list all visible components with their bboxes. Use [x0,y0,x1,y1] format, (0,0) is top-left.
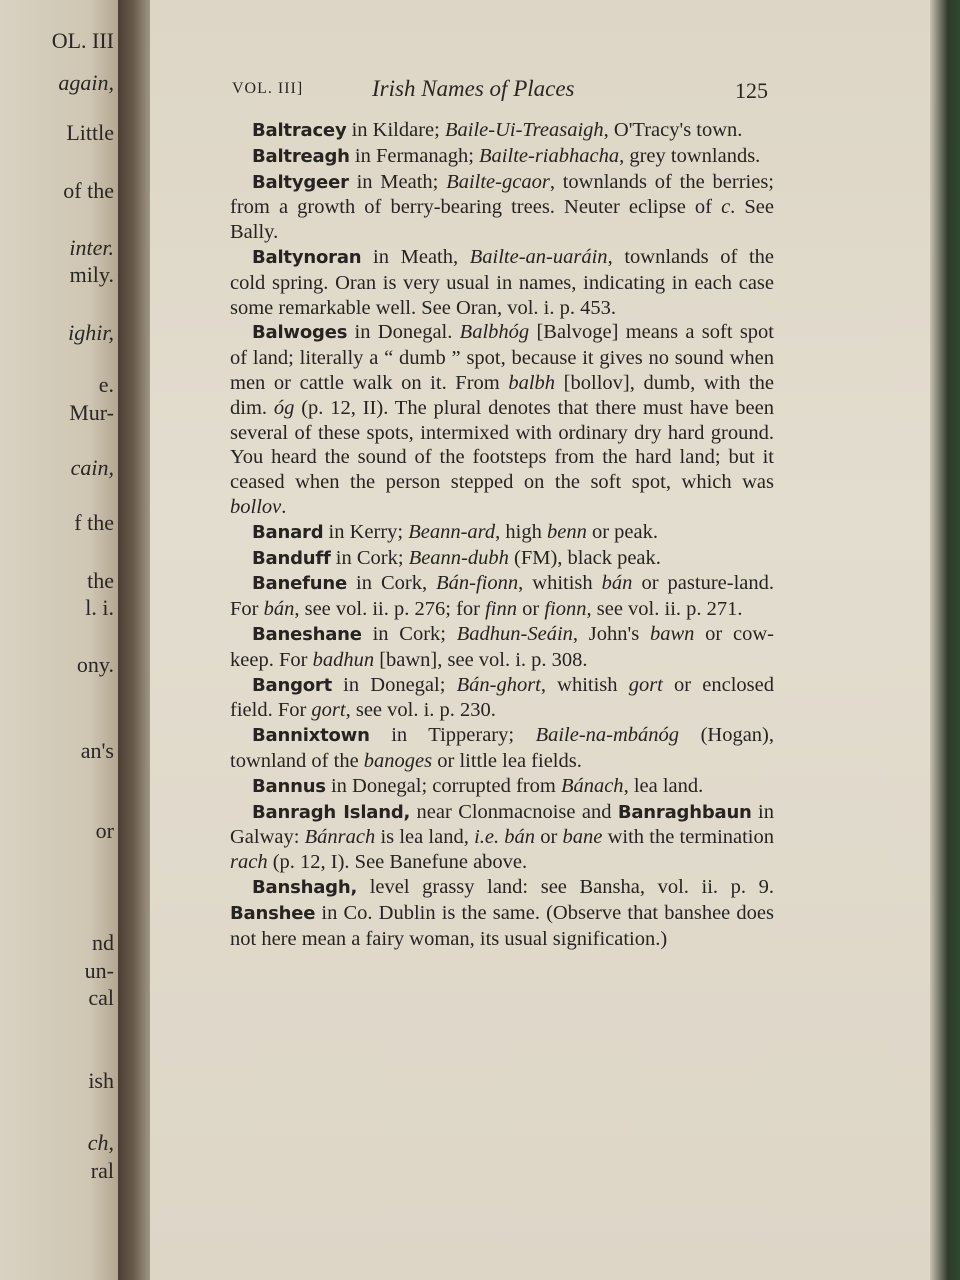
entry-text: , see vol. i. p. 230. [345,699,496,722]
left-page-fragment: f the [74,510,114,535]
entry-text: in Donegal. [347,321,460,344]
left-page-fragment: inter. [69,235,114,260]
entry-headword: Baltynoran [252,246,362,268]
left-page-fragment: Mur- [69,400,114,425]
entry-irish-form: Beann-dubh [408,546,509,569]
entry-text: in Cork; [330,546,409,569]
left-page-fragment: or [95,818,114,843]
entry-text: level grassy land: see Bansha, vol. ii. p. 9. [357,875,774,898]
entry-text: or [517,598,545,621]
left-page-fragment: cal [88,985,114,1010]
entry-irish-form: badhun [312,648,375,671]
entry-headword: Baltreagh [252,145,350,167]
entry-text: near Clonmacnoise and [410,800,618,823]
entry-text: , townlands of the cold spring. Oran is very usual in names, indicating in each case some remarkable well. See Oran, vol. i. p. 453. [230,245,774,319]
entry-text: (p. 12, I). See Banefune above. [267,851,528,874]
entry-text: in Tipperary; [369,724,536,747]
entry-text: in Donegal; corrupted from [325,774,561,797]
left-page-fragment: ish [88,1068,114,1093]
entry-irish-form: Bánach [560,774,624,797]
left-page-fragment: nd [92,930,114,955]
entry-text: in Cork; [361,622,457,645]
entry-headword: Bangort [252,674,333,696]
entry-text: is lea land, [375,826,475,849]
entry-irish-form: rach [230,851,268,874]
entry-text: in Kerry; [323,520,409,543]
left-page-fragment: of the [63,178,114,203]
entry-text: , see vol. ii. p. 276; for [294,598,486,621]
left-page-fragment: OL. III [51,28,114,53]
dictionary-entry [230,673,774,724]
entry-headword: Bannus [252,775,326,797]
entry-text: [bawn], see vol. i. p. 308. [374,648,588,671]
entry-headword: Baltygeer [252,171,349,193]
entry-text: , O'Tracy's town. [603,119,743,141]
entry-text: in Cork, [346,572,437,595]
entry-text: or little lea fields. [432,749,582,772]
dictionary-entry [230,723,774,774]
entry-text: or [535,826,563,849]
entry-headword: Baneshane [252,623,362,645]
dictionary-entry [230,118,774,144]
entry-headword: Banraghbaun [617,801,752,823]
entry-irish-form: finn [485,598,518,621]
dictionary-entry [230,170,774,245]
left-page-fragment: again, [58,70,114,95]
entry-text: in Donegal; [332,673,457,696]
entry-irish-form: Bailte-an-uaráin [469,245,608,268]
entry-headword: Banshagh, [252,876,358,898]
dictionary-entry [230,546,774,572]
left-page-fragment: un- [84,958,114,983]
entry-irish-form: Beann-ard [408,520,496,543]
entry-irish-form: balbh [508,371,556,394]
left-page-fragment: an's [80,738,114,763]
entry-irish-form: Badhun-Seáin [456,622,573,645]
entry-text: , whitish [540,673,629,696]
left-page-fragment: the [87,568,114,593]
entry-text: , high [495,520,547,543]
background-edge [930,0,960,1280]
entry-text: or cow-keep. For [230,622,774,671]
entry-irish-form: Bán-fionn [436,572,519,595]
entry-text: , see vol. ii. p. 271. [586,598,743,621]
entry-irish-form: fionn [544,598,587,621]
dictionary-entry [230,245,774,320]
entry-irish-form: Bailte-riabhacha [479,144,620,167]
entry-text: or enclosed field. For [230,673,775,722]
left-page-fragment: ch, [87,1130,114,1155]
entry-text: (Hogan), townland of the [230,724,774,772]
entry-text: in Galway: [230,800,774,849]
left-page-fragment: Little [66,120,114,145]
page-header [232,76,768,106]
entry-headword: Baltracey [252,120,347,141]
entry-headword: Banard [252,521,324,543]
entry-irish-form: Baile-na-mbánóg [535,724,680,747]
left-page-fragment: cain, [70,455,114,480]
entry-text: with the termination [602,826,774,849]
left-page-fragment: ony. [76,652,114,677]
entry-irish-form: bán [601,572,633,595]
entry-headword: Banshee [230,902,316,924]
entry-headword: Banduff [252,547,331,569]
entry-text: , grey townlands. [619,144,761,167]
dictionary-entry [230,622,774,673]
entry-text: , John's [572,622,650,645]
entry-text: . [281,495,287,518]
entry-text: [bollov], dumb, with the dim. [230,371,775,419]
left-page-fragment: ighir, [68,320,114,345]
entry-text: , townlands of the berries; from a growth of berry-bearing trees. Neuter eclipse of [230,170,774,219]
entry-text: in Co. Dublin is the same. (Observe that banshee does not here mean a fairy woman, its usual signification.) [230,901,774,950]
dictionary-entry [230,520,774,546]
entry-irish-form: Balbhóg [459,321,530,344]
dictionary-entry [230,320,774,519]
entry-text: (FM), black peak. [508,546,661,569]
dictionary-entry [230,875,774,951]
left-page-fragment: e. [98,372,114,397]
dictionary-entry [230,774,774,800]
entry-text: or peak. [586,520,658,543]
entry-irish-form: bawn [649,622,695,645]
entry-irish-form: bán [263,598,295,621]
dictionary-entry [230,571,774,622]
entry-text: , whitish [518,572,602,595]
entry-irish-form: Bánrach [304,826,376,849]
entry-irish-form: bollov [230,495,282,518]
entry-text: or pasture-land. For [230,572,774,621]
entry-text: in Kildare; [346,119,445,141]
left-page [0,0,128,1280]
left-page-fragment: mily. [69,262,114,287]
entry-text: , lea land. [623,774,704,797]
entry-headword: Bannixtown [252,725,370,747]
entry-irish-form: Bailte-gcaor [446,170,550,193]
dictionary-entry [230,144,774,170]
entry-irish-form: benn [546,520,587,543]
left-page-fragment: ral [90,1158,114,1183]
entry-irish-form: gort [628,673,663,696]
entry-irish-form: Baile-Ui-Treasaigh [444,119,604,141]
page-body [230,118,774,951]
entry-headword: Banragh Island, [252,801,411,823]
entry-irish-form: Bán-ghort [456,673,541,696]
entry-irish-form: bane [562,826,603,849]
running-title: Irish Names of Places [372,76,575,101]
entry-headword: Banefune [252,573,347,595]
entry-text: in Fermanagh; [349,144,480,167]
entry-irish-form: c [721,196,731,219]
entry-irish-form: óg [273,396,295,419]
entry-headword: Balwoges [252,322,348,344]
entry-text: . See Bally. [230,196,774,244]
entry-text: (p. 12, II). The plural denotes that there must have been several of these spots, intermixed with ordinary dry hard ground. You heard the sound of the footsteps from the hard land; but it ceased when the person stepped on the soft spot, which was [230,396,774,494]
dictionary-entry [230,800,774,875]
entry-irish-form: gort [311,699,346,722]
left-page-fragment: l. i. [85,595,114,620]
entry-irish-form: banoges [363,749,433,772]
entry-text: in Meath, [361,245,470,268]
volume-label: VOL. III] [232,80,304,97]
entry-text: in Meath; [348,170,447,193]
entry-text: [Balvoge] means a soft spot of land; literally a “ dumb ” spot, because it gives no sound when men or cattle walk on it. From [230,321,774,394]
page-number: 125 [735,78,768,103]
entry-irish-form: i.e. bán [474,826,536,849]
